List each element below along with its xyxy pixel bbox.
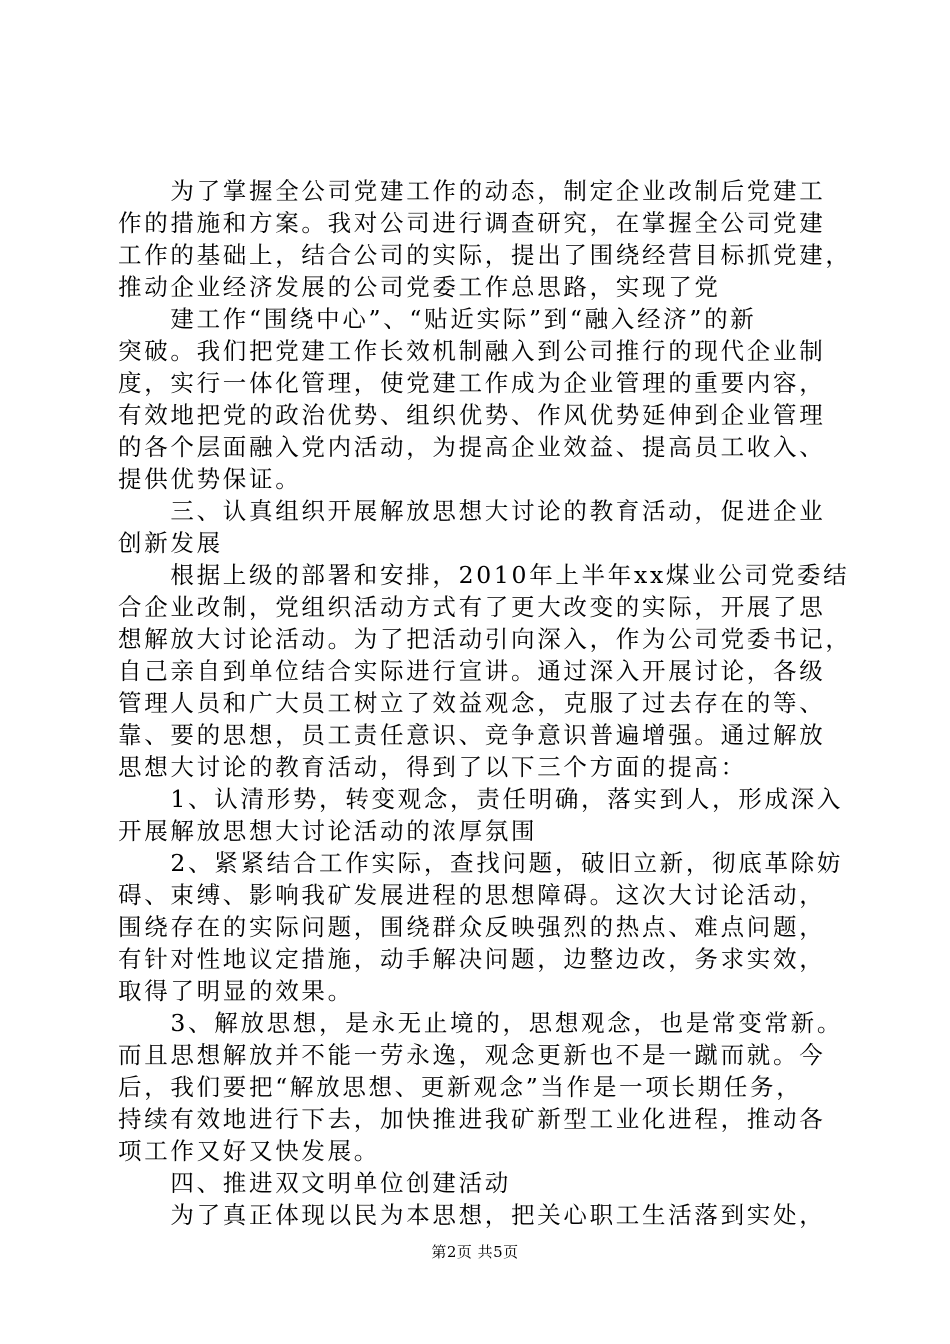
list-item: 碍、束缚、影响我矿发展进程的思想障碍。这次大讨论活动， [118, 881, 826, 909]
list-item: 持续有效地进行下去，加快推进我矿新型工业化进程，推动各 [118, 1105, 826, 1133]
list-item: 2、紧紧结合工作实际，查找问题，破旧立新，彻底革除妨 [118, 849, 844, 877]
list-item: 项工作又好又快发展。 [118, 1137, 380, 1165]
section-heading: 四、推进双文明单位创建活动 [118, 1169, 511, 1197]
text-line: 合企业改制，党组织活动方式有了更大改变的实际，开展了思 [118, 593, 826, 621]
text-line: 靠、要的思想，员工责任意识、竞争意识普遍增强。通过解放 [118, 721, 826, 749]
text-line: 提供优势保证。 [118, 465, 302, 493]
text-line: 管理人员和广大员工树立了效益观念，克服了过去存在的等、 [118, 689, 826, 717]
text-line: 工作的基础上，结合公司的实际，提出了围绕经营目标抓党建， [118, 241, 852, 269]
page-number-footer: 第2页 共5页 [431, 1243, 519, 1261]
text-line: 建工作“围绕中心”、“贴近实际”到“融入经济”的新 [118, 305, 757, 333]
text-line: 根据上级的部署和安排，2010年上半年xx煤业公司党委结 [118, 561, 850, 589]
list-item: 3、解放思想，是永无止境的，思想观念，也是常变常新。 [118, 1009, 844, 1037]
section-heading: 三、认真组织开展解放思想大讨论的教育活动，促进企业 [118, 497, 826, 525]
text-line: 突破。我们把党建工作长效机制融入到公司推行的现代企业制 [118, 337, 826, 365]
list-item: 围绕存在的实际问题，围绕群众反映强烈的热点、难点问题， [118, 913, 826, 941]
list-item: 而且思想解放并不能一劳永逸，观念更新也不是一蹴而就。今 [118, 1041, 826, 1069]
text-line: 思想大讨论的教育活动，得到了以下三个方面的提高： [118, 753, 747, 781]
text-line: 自己亲自到单位结合实际进行宣讲。通过深入开展讨论，各级 [118, 657, 826, 685]
list-item: 1、认清形势，转变观念，责任明确，落实到人，形成深入 [118, 785, 844, 813]
text-line: 度，实行一体化管理，使党建工作成为企业管理的重要内容， [118, 369, 826, 397]
text-line: 为了掌握全公司党建工作的动态，制定企业改制后党建工 [118, 177, 826, 205]
list-item: 开展解放思想大讨论活动的浓厚氛围 [118, 817, 538, 845]
list-item: 后，我们要把“解放思想、更新观念”当作是一项长期任务， [118, 1073, 803, 1101]
list-item: 有针对性地议定措施，动手解决问题，边整边改，务求实效， [118, 945, 826, 973]
section-heading: 创新发展 [118, 529, 223, 557]
text-line: 推动企业经济发展的公司党委工作总思路，实现了党 [118, 273, 721, 301]
text-line: 有效地把党的政治优势、组织优势、作风优势延伸到企业管理 [118, 401, 826, 429]
text-line: 为了真正体现以民为本思想，把关心职工生活落到实处， [118, 1201, 826, 1229]
text-line: 作的措施和方案。我对公司进行调查研究，在掌握全公司党建 [118, 209, 826, 237]
list-item: 取得了明显的效果。 [118, 977, 354, 1005]
text-line: 的各个层面融入党内活动，为提高企业效益、提高员工收入、 [118, 433, 826, 461]
text-line: 想解放大讨论活动。为了把活动引向深入，作为公司党委书记， [118, 625, 852, 653]
